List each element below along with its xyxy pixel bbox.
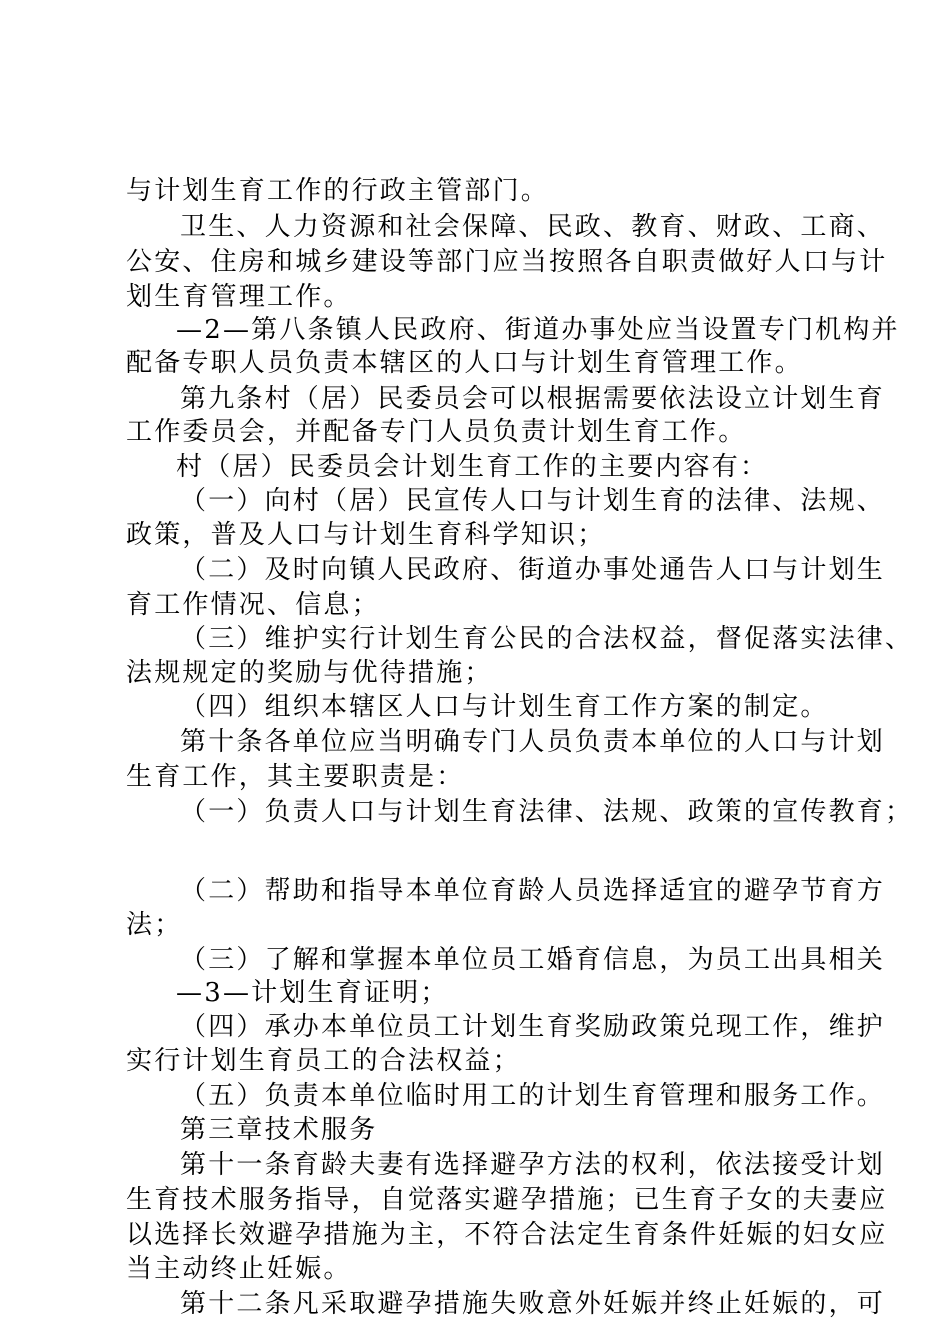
text-line: 与计划生育工作的行政主管部门。 (126, 176, 550, 206)
text-line: 以选择长效避孕措施为主，不符合法定生育条件妊娠的妇女应 (126, 1220, 888, 1250)
text-line: 第十条各单位应当明确专门人员负责本单位的人口与计划 (180, 727, 886, 757)
text-line: 工作委员会，并配备专门人员负责计划生育工作。 (126, 417, 747, 447)
text-line: —3—计划生育证明； (176, 978, 449, 1008)
text-line: 第十二条凡采取避孕措施失败意外妊娠并终止妊娠的，可 (180, 1289, 886, 1319)
text-line: （一）向村（居）民宣传人口与计划生育的法律、法规、 (180, 486, 886, 516)
text-line: 生育技术服务指导，自觉落实避孕措施；已生育子女的夫妻应 (126, 1185, 888, 1215)
text-line: 村（居）民委员会计划生育工作的主要内容有： (176, 452, 769, 482)
text-line: 生育工作，其主要职责是： (126, 762, 465, 792)
text-line: （三）了解和掌握本单位员工婚育信息，为员工出具相关 (180, 945, 886, 975)
text-line: （四）组织本辖区人口与计划生育工作方案的制定。 (180, 692, 829, 722)
text-line: 第九条村（居）民委员会可以根据需要依法设立计划生育 (180, 384, 886, 414)
text-line: 卫生、人力资源和社会保障、民政、教育、财政、工商、 (180, 212, 886, 242)
text-line: 公安、住房和城乡建设等部门应当按照各自职责做好人口与计 (126, 247, 888, 277)
text-line: （三）维护实行计划生育公民的合法权益，督促落实法律、 (180, 624, 914, 654)
text-line: （五）负责本单位临时用工的计划生育管理和服务工作。 (180, 1081, 886, 1111)
text-line: （一）负责人口与计划生育法律、法规、政策的宣传教育； (180, 797, 914, 827)
text-line: 法； (126, 910, 183, 940)
text-line: 实行计划生育员工的合法权益； (126, 1046, 521, 1076)
text-line: 当主动终止妊娠。 (126, 1254, 352, 1284)
text-line: （二）帮助和指导本单位育龄人员选择适宜的避孕节育方 (180, 876, 886, 906)
text-line: 法规规定的奖励与优待措施； (126, 658, 493, 688)
text-line: 第十一条育龄夫妻有选择避孕方法的权利，依法接受计划 (180, 1150, 886, 1180)
section-heading: 第三章技术服务 (180, 1115, 378, 1145)
text-line: 育工作情况、信息； (126, 590, 380, 620)
text-line: （四）承办本单位员工计划生育奖励政策兑现工作，维护 (180, 1012, 886, 1042)
text-line: （二）及时向镇人民政府、街道办事处通告人口与计划生 (180, 555, 886, 585)
text-line: 政策，普及人口与计划生育科学知识； (126, 520, 606, 550)
text-line: 划生育管理工作。 (126, 282, 352, 312)
text-line: —2—第八条镇人民政府、街道办事处应当设置专门机构并 (176, 315, 900, 345)
text-line: 配备专职人员负责本辖区的人口与计划生育管理工作。 (126, 348, 803, 378)
